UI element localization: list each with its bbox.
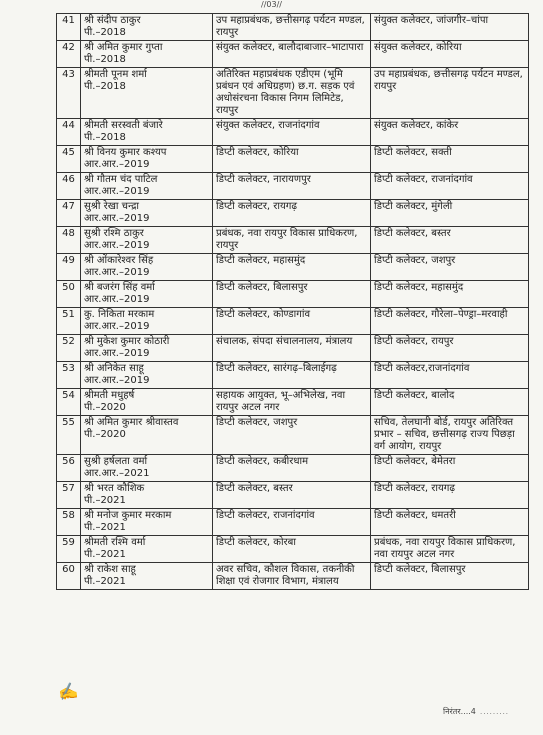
serial-number: 56 <box>57 455 81 482</box>
officer-cell <box>81 563 213 590</box>
new-posting: डिप्टी कलेक्टर, सक्ती <box>371 146 529 173</box>
table-row <box>57 41 529 68</box>
current-posting: उप महाप्रबंधक, छत्तीसगढ़ पर्यटन मण्डल, रायपुर <box>213 14 371 41</box>
officer-name: श्रीमती मधुहर्ष <box>84 390 135 401</box>
officer-cell <box>81 119 213 146</box>
officer-name: श्री अमित कुमार गुप्ता <box>84 42 163 53</box>
officer-batch: पी.–2018 <box>84 132 126 143</box>
officer-cell <box>81 482 213 509</box>
current-posting: सहायक आयुक्त, भू–अभिलेख, नवा रायपुर अटल नगर <box>213 389 371 416</box>
officer-cell <box>81 455 213 482</box>
serial-number: 45 <box>57 146 81 173</box>
new-posting: उप महाप्रबंधक, छत्तीसगढ़ पर्यटन मण्डल, रायपुर <box>371 68 529 119</box>
table-row <box>57 335 529 362</box>
officer-name: सुश्री रेखा चन्द्रा <box>84 201 139 212</box>
officer-cell <box>81 14 213 41</box>
officer-batch: आर.आर.–2019 <box>84 267 150 278</box>
transfer-table-body <box>57 14 529 590</box>
officer-batch: पी.–2018 <box>84 27 126 38</box>
table-row <box>57 227 529 254</box>
officer-name: श्री भरत कौशिक <box>84 483 145 494</box>
serial-number: 49 <box>57 254 81 281</box>
officer-cell <box>81 509 213 536</box>
new-posting: डिप्टी कलेक्टर, धमतरी <box>371 509 529 536</box>
table-row <box>57 455 529 482</box>
table-row <box>57 389 529 416</box>
officer-name: कु. निकिता मरकाम <box>84 309 155 320</box>
officer-cell <box>81 308 213 335</box>
officer-name: श्रीमती सरस्वती बंजारे <box>84 120 163 131</box>
officer-cell <box>81 146 213 173</box>
officer-name: श्री मनोज कुमार मरकाम <box>84 510 172 521</box>
new-posting: संयुक्त कलेक्टर, कांकेर <box>371 119 529 146</box>
officer-cell <box>81 389 213 416</box>
current-posting: डिप्टी कलेक्टर, महासमुंद <box>213 254 371 281</box>
officer-name: श्री राकेश साहू <box>84 564 136 575</box>
current-posting: प्रबंधक, नवा रायपुर विकास प्राधिकरण, रायपुर <box>213 227 371 254</box>
current-posting: डिप्टी कलेक्टर, बस्तर <box>213 482 371 509</box>
officer-cell <box>81 68 213 119</box>
table-row <box>57 254 529 281</box>
current-posting: संचालक, संपदा संचालनालय, मंत्रालय <box>213 335 371 362</box>
officer-cell <box>81 227 213 254</box>
new-posting: डिप्टी कलेक्टर, मुंगेली <box>371 200 529 227</box>
table-row <box>57 14 529 41</box>
officer-name: श्रीमती रश्मि वर्मा <box>84 537 146 548</box>
current-posting: डिप्टी कलेक्टर, राजनांदगांव <box>213 509 371 536</box>
officer-name: सुश्री हर्षलता वर्मा <box>84 456 148 467</box>
new-posting: डिप्टी कलेक्टर, बेमेतरा <box>371 455 529 482</box>
table-row <box>57 308 529 335</box>
officer-cell <box>81 416 213 455</box>
current-posting: अवर सचिव, कौशल विकास, तकनीकी शिक्षा एवं रोजगार विभाग, मंत्रालय <box>213 563 371 590</box>
officer-cell <box>81 254 213 281</box>
table-row <box>57 509 529 536</box>
serial-number: 47 <box>57 200 81 227</box>
officer-batch: पी.–2018 <box>84 54 126 65</box>
new-posting: डिप्टी कलेक्टर,राजनांदगांव <box>371 362 529 389</box>
table-row <box>57 281 529 308</box>
table-row <box>57 146 529 173</box>
officer-name: श्री ओंकारेश्वर सिंह <box>84 255 154 266</box>
new-posting: डिप्टी कलेक्टर, गौरेला–पेण्ड्रा–मरवाही <box>371 308 529 335</box>
officer-name: श्री अनिकेत साहू <box>84 363 144 374</box>
serial-number: 58 <box>57 509 81 536</box>
officer-batch: आर.आर.–2019 <box>84 348 150 359</box>
officer-name: श्री मुकेश कुमार कोठारी <box>84 336 170 347</box>
officer-cell <box>81 281 213 308</box>
current-posting: डिप्टी कलेक्टर, कोरबा <box>213 536 371 563</box>
officer-batch: आर.आर.–2019 <box>84 375 150 386</box>
table-row <box>57 362 529 389</box>
serial-number: 53 <box>57 362 81 389</box>
footer-dots: ......... <box>480 708 510 716</box>
officer-batch: पी.–2020 <box>84 429 126 440</box>
current-posting: डिप्टी कलेक्टर, कोरिया <box>213 146 371 173</box>
officer-batch: आर.आर.–2019 <box>84 294 150 305</box>
table-row <box>57 200 529 227</box>
new-posting: संयुक्त कलेक्टर, जांजगीर–चांपा <box>371 14 529 41</box>
table-row <box>57 536 529 563</box>
officer-cell <box>81 335 213 362</box>
serial-number: 55 <box>57 416 81 455</box>
new-posting: प्रबंधक, नवा रायपुर विकास प्राधिकरण, नवा रायपुर अटल नगर <box>371 536 529 563</box>
officer-name: सुश्री रश्मि ठाकुर <box>84 228 144 239</box>
officer-cell <box>81 200 213 227</box>
officer-batch: आर.आर.–2019 <box>84 240 150 251</box>
serial-number: 59 <box>57 536 81 563</box>
serial-number: 43 <box>57 68 81 119</box>
table-row <box>57 416 529 455</box>
serial-number: 42 <box>57 41 81 68</box>
new-posting: डिप्टी कलेक्टर, बालोद <box>371 389 529 416</box>
current-posting: डिप्टी कलेक्टर, कोण्डागांव <box>213 308 371 335</box>
officer-name: श्री बजरंग सिंह वर्मा <box>84 282 155 293</box>
new-posting: डिप्टी कलेक्टर, बिलासपुर <box>371 563 529 590</box>
serial-number: 44 <box>57 119 81 146</box>
current-posting: डिप्टी कलेक्टर, सारंगढ़–बिलाईगढ़ <box>213 362 371 389</box>
current-posting: डिप्टी कलेक्टर, रायगढ़ <box>213 200 371 227</box>
new-posting: डिप्टी कलेक्टर, रायगढ़ <box>371 482 529 509</box>
officer-cell <box>81 173 213 200</box>
officer-batch: आर.आर.–2019 <box>84 186 150 197</box>
table-row <box>57 68 529 119</box>
serial-number: 46 <box>57 173 81 200</box>
officer-name: श्री विनय कुमार कश्यप <box>84 147 167 158</box>
current-posting: डिप्टी कलेक्टर, नारायणपुर <box>213 173 371 200</box>
serial-number: 48 <box>57 227 81 254</box>
current-posting: अतिरिक्त महाप्रबंधक एडीएम (भूमि प्रबंधन एवं अधिग्रहण) छ.ग. सड़क एवं अधोसंरचना विकास निगम लिमिटेड, रायपुर <box>213 68 371 119</box>
officer-batch: आर.आर.–2019 <box>84 321 150 332</box>
officer-batch: पी.–2020 <box>84 402 126 413</box>
table-row <box>57 482 529 509</box>
officer-batch: पी.–2021 <box>84 522 126 533</box>
new-posting: डिप्टी कलेक्टर, रायपुर <box>371 335 529 362</box>
signature: ✍ <box>56 680 80 703</box>
serial-number: 60 <box>57 563 81 590</box>
serial-number: 57 <box>57 482 81 509</box>
page-number: //03// <box>261 0 282 9</box>
officer-batch: आर.आर.–2019 <box>84 159 150 170</box>
serial-number: 52 <box>57 335 81 362</box>
current-posting: संयुक्त कलेक्टर, बालौदाबाजार–भाटापारा <box>213 41 371 68</box>
officer-name: श्री गौतम चंद पाटिल <box>84 174 158 185</box>
officer-batch: आर.आर.–2019 <box>84 213 150 224</box>
officer-batch: पी.–2018 <box>84 81 126 92</box>
current-posting: संयुक्त कलेक्टर, राजनांदगांव <box>213 119 371 146</box>
new-posting: डिप्टी कलेक्टर, जशपुर <box>371 254 529 281</box>
new-posting: डिप्टी कलेक्टर, बस्तर <box>371 227 529 254</box>
continuation-note: निरंतर....4 <box>443 707 476 716</box>
new-posting: सचिव, तेलघानी बोर्ड, रायपुर अतिरिक्त प्रभार – सचिव, छत्तीसगढ़ राज्य पिछड़ा वर्ग आयोग, रायपुर <box>371 416 529 455</box>
table-row <box>57 563 529 590</box>
officer-batch: पी.–2021 <box>84 576 126 587</box>
officer-name: श्रीमती पूनम शर्मा <box>84 69 147 80</box>
transfer-table <box>56 13 529 590</box>
new-posting: संयुक्त कलेक्टर, कोरिया <box>371 41 529 68</box>
new-posting: डिप्टी कलेक्टर, राजनांदगांव <box>371 173 529 200</box>
table-row <box>57 119 529 146</box>
new-posting: डिप्टी कलेक्टर, महासमुंद <box>371 281 529 308</box>
officer-name: श्री संदीप ठाकुर <box>84 15 141 26</box>
serial-number: 51 <box>57 308 81 335</box>
serial-number: 50 <box>57 281 81 308</box>
current-posting: डिप्टी कलेक्टर, कबीरधाम <box>213 455 371 482</box>
officer-cell <box>81 41 213 68</box>
officer-cell <box>81 362 213 389</box>
current-posting: डिप्टी कलेक्टर, जशपुर <box>213 416 371 455</box>
officer-batch: पी.–2021 <box>84 549 126 560</box>
current-posting: डिप्टी कलेक्टर, बिलासपुर <box>213 281 371 308</box>
officer-name: श्री अमित कुमार श्रीवास्तव <box>84 417 179 428</box>
officer-cell <box>81 536 213 563</box>
officer-batch: पी.–2021 <box>84 495 126 506</box>
table-row <box>57 173 529 200</box>
serial-number: 41 <box>57 14 81 41</box>
officer-batch: आर.आर.–2021 <box>84 468 150 479</box>
serial-number: 54 <box>57 389 81 416</box>
